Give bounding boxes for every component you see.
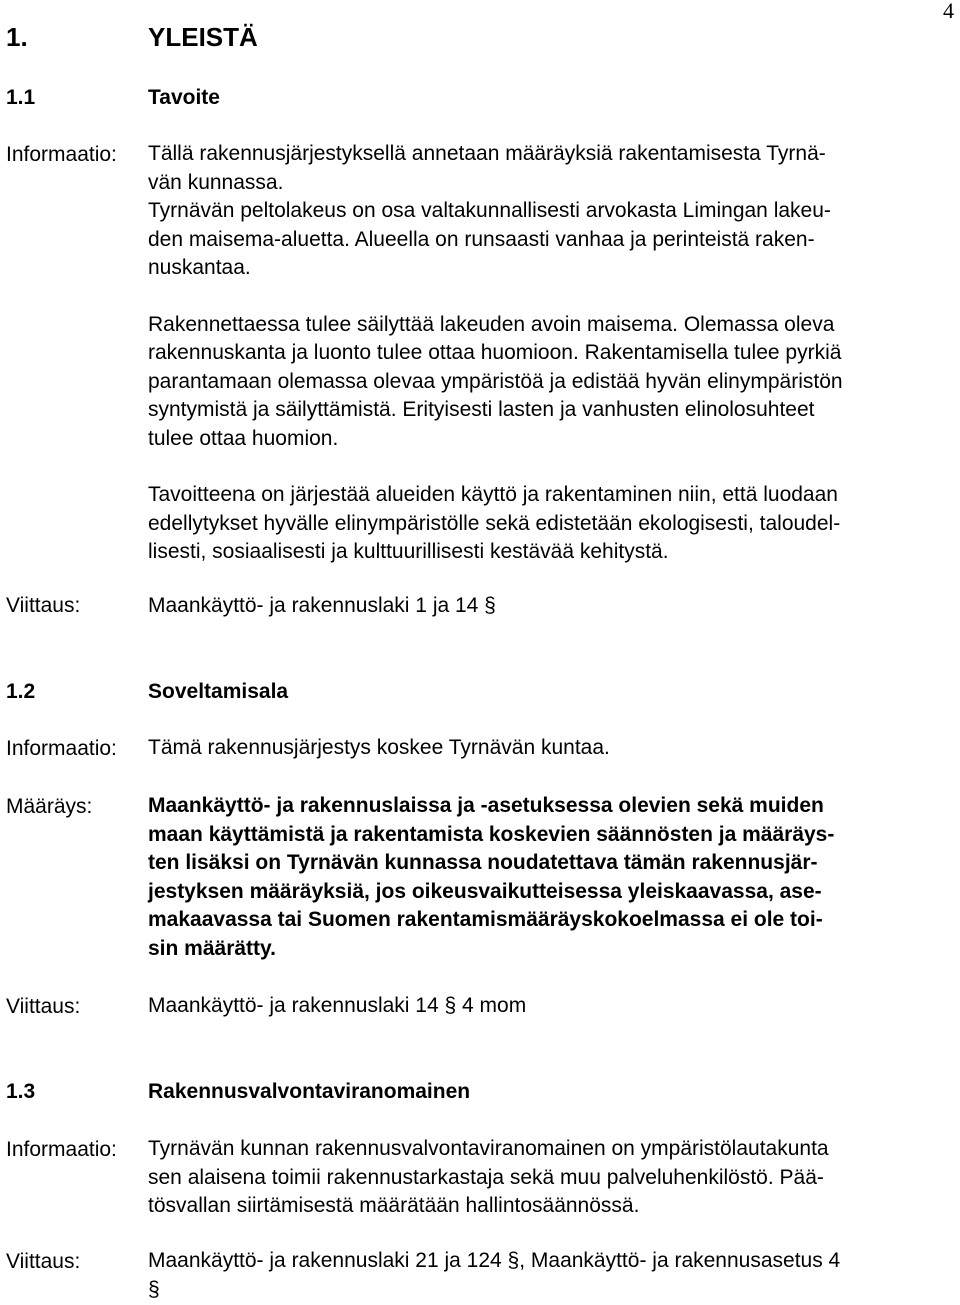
subsection-title: Soveltamisala <box>148 680 289 703</box>
text-line: sin määrätty. <box>148 936 276 960</box>
info-label: Informaatio: <box>6 737 117 760</box>
text-line: lisesti, sosiaalisesti ja kulttuurillisesti kestävää kehitystä. <box>148 540 669 563</box>
subsection-title: Tavoite <box>148 86 220 109</box>
text-line: Maankäyttö- ja rakennuslaissa ja -asetuksessa olevien sekä muiden <box>148 794 824 817</box>
text-line: tulee ottaa huomion. <box>148 426 339 450</box>
subsection-number: 1.1 <box>6 86 36 109</box>
text-line: vän kunnassa. <box>148 170 284 194</box>
info-text: Tämä rakennusjärjestys koskee Tyrnävän kuntaa. <box>148 736 610 759</box>
text-line: makaavassa tai Suomen rakentamismääräyskokoelmassa ei ole toi- <box>148 908 823 931</box>
text-line: sen alaisena toimii rakennustarkastaja sekä muu palveluhenkilöstö. Pää- <box>148 1165 824 1189</box>
text-line: Rakennettaessa tulee säilyttää lakeuden avoin maisema. Olemassa oleva <box>148 312 835 336</box>
page-number: 4 <box>943 0 954 23</box>
text-line: parantamaan olemassa olevaa ympäristöä ja edistää hyvän elinympäristön <box>148 369 843 393</box>
text-line: jestyksen määräyksiä, jos oikeusvaikutteisessa yleiskaavassa, ase- <box>148 879 822 903</box>
text-line: Maankäyttö- ja rakennuslaki 21 ja 124 §, Maankäyttö- ja rakennusasetus 4 <box>148 1249 841 1272</box>
text-line: Tavoitteena on järjestää alueiden käyttö ja rakentaminen niin, että luodaan <box>148 483 838 506</box>
reference-label: Viittaus: <box>6 1250 81 1273</box>
reference-text: Maankäyttö- ja rakennuslaki 1 ja 14 § <box>148 594 496 617</box>
reference-label: Viittaus: <box>6 594 81 617</box>
text-line: rakennuskanta ja luonto tulee ottaa huomioon. Rakentamisella tulee pyrkiä <box>148 341 842 364</box>
section-title: YLEISTÄ <box>148 22 258 52</box>
text-line: edellytykset hyvälle elinympäristölle sekä edistetään ekologisesti, taloudel- <box>148 511 841 535</box>
info-label: Informaatio: <box>6 143 117 166</box>
text-line: Tyrnävän kunnan rakennusvalvontaviranomainen on ympäristölautakunta <box>148 1137 829 1160</box>
info-text <box>148 1135 958 1221</box>
info-label: Informaatio: <box>6 1138 117 1161</box>
subsection-number: 1.3 <box>6 1080 36 1103</box>
section-number: 1. <box>6 22 28 52</box>
subsection-number: 1.2 <box>6 680 36 703</box>
text-line: maan käyttämistä ja rakentamista koskevien säännösten ja määräys- <box>148 822 835 846</box>
regulation-label: Määräys: <box>6 795 93 818</box>
text-line: den maisema-aluetta. Alueella on runsaasti vanhaa ja perinteistä raken- <box>148 227 815 251</box>
text-line: nuskantaa. <box>148 256 251 279</box>
text-line: ten lisäksi on Tyrnävän kunnassa noudatettava tämän rakennusjär- <box>148 851 818 874</box>
reference-text <box>148 1247 958 1304</box>
regulation-text <box>148 792 958 963</box>
text-line: tösvallan siirtämisestä määrätään hallintosäännössä. <box>148 1194 640 1217</box>
text-line: § <box>148 1277 160 1301</box>
text-line: syntymistä ja säilyttämistä. Erityisesti lasten ja vanhusten elinolosuhteet <box>148 398 815 421</box>
reference-label: Viittaus: <box>6 995 81 1018</box>
reference-text: Maankäyttö- ja rakennuslaki 14 § 4 mom <box>148 994 527 1017</box>
text-line: Tällä rakennusjärjestyksellä annetaan määräyksiä rakentamisesta Tyrnä- <box>148 142 826 165</box>
text-line: Tyrnävän peltolakeus on osa valtakunnallisesti arvokasta Limingan lakeu- <box>148 199 831 222</box>
info-text <box>148 140 958 567</box>
subsection-title: Rakennusvalvontaviranomainen <box>148 1080 471 1103</box>
